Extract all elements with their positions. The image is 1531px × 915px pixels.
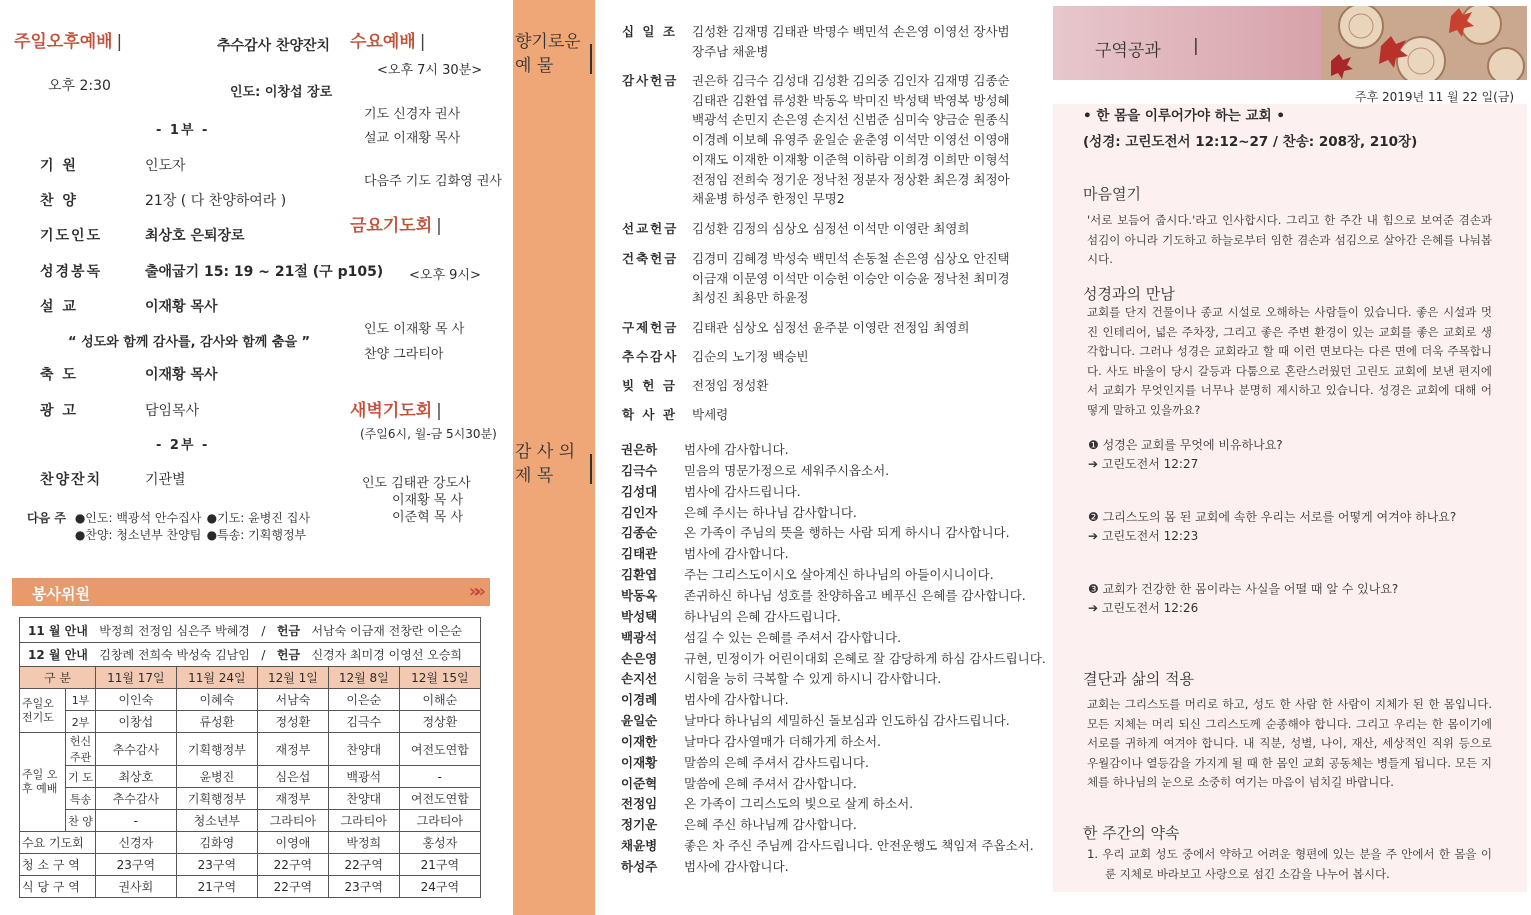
table-row	[20, 689, 481, 711]
table-cell: 23구역	[96, 854, 177, 876]
title-bar: |	[116, 32, 123, 52]
section-open-title: 마음열기	[1083, 185, 1141, 203]
table-header-cell: 구 분	[20, 667, 96, 689]
question-reference: ➔ 고린도전서 12:26	[1088, 601, 1199, 615]
offering-line: 채윤병 하성주 한정인 무명2	[692, 191, 845, 207]
order-value: 인도자	[145, 158, 186, 174]
thanks-name: 김성대	[621, 483, 658, 499]
thanks-name: 김인자	[621, 504, 658, 520]
nov-ushers: 박정희 전정임 심은주 박혜경	[99, 624, 250, 638]
table-cell: 청소년부	[176, 810, 257, 832]
dawn-leader3: 이준혁 목 사	[392, 510, 464, 525]
section-open-text: '서로 보듬어 줍시다.'라고 인사합시다. 그리고 한 주간 내 힘으로 보여준 겸손과 섬김이 아니라 기도하고 하늘로부터 임한 겸손과 섬김으로 살아간 은혜를 나눠봅시다.	[1087, 213, 1492, 266]
offering-names	[692, 347, 1022, 367]
wednesday-sermon: 설교 이재황 목사	[364, 131, 461, 146]
service-time: 오후 2:30	[48, 78, 111, 94]
offering-line: 김태관 김환엽 류성환 박동옥 박미진 박성택 박영복 방성혜	[692, 92, 1010, 108]
table-cell: 그라티아	[328, 810, 399, 832]
dec-guide	[19, 643, 481, 667]
table-row	[20, 876, 481, 898]
next-week-label: 다음 주	[27, 511, 66, 525]
table-group-cell: 수요 기도회	[20, 832, 96, 854]
thanks-text: 주는 그리스도이시오 살아계신 하나님의 아들이시니이다.	[684, 567, 994, 583]
table-row	[20, 788, 481, 810]
offering-line: 김태관 심상오 심정선 윤주분 이영란 전정임 최영희	[692, 320, 970, 335]
question-text: ❶ 성경은 교회를 무엇에 비유하나요?	[1088, 438, 1283, 452]
thanks-text: 시험을 능히 극복할 수 있게 하시니 감사합니다.	[684, 671, 942, 687]
question-reference: ➔ 고린도전서 12:23	[1088, 529, 1199, 543]
title-bar: |	[419, 32, 426, 52]
thanks-name: 이재황	[621, 754, 658, 770]
thanks-name: 백광석	[621, 629, 658, 645]
nov-sep: /	[261, 624, 266, 638]
double-arrow-icon: »»	[468, 581, 480, 602]
table-cell: 정상환	[399, 711, 480, 733]
table-cell: 류성환	[176, 711, 257, 733]
table-cell: 추수감사	[96, 788, 177, 810]
thanks-text: 범사에 감사합니다.	[684, 692, 789, 708]
thanks-name: 하성주	[621, 859, 658, 874]
thanks-text: 온 가족이 주님의 뜻을 행하는 사람 되게 하시니 감사합니다.	[684, 525, 1010, 541]
service-leader: 인도: 이창섭 장로	[230, 85, 333, 100]
dawn-time: (주일6시, 월-금 5시30분)	[360, 427, 497, 441]
table-header-row	[20, 667, 481, 689]
order-row	[40, 364, 218, 384]
table-group-cell: 식 당 구 역	[20, 876, 96, 898]
next-week-prayer: ●기도: 윤병진 집사	[206, 511, 310, 525]
strip-divider	[590, 454, 592, 484]
table-sub-cell: 1부	[66, 689, 96, 711]
section-promise-text: 1. 우리 교회 성도 중에서 약하고 어려운 형편에 있는 분을 주 안에서 한 몸을 이룬 지체로 바라보고 사랑으로 섬긴 소감을 나누어 봅시다.	[1087, 847, 1492, 881]
sunday-pm-title-text: 주일오후예배	[14, 32, 113, 52]
friday-title	[350, 211, 442, 236]
order-label: 찬양잔치	[40, 472, 103, 488]
table-group-cell: 주일 오후 예배	[20, 733, 66, 832]
friday-time: <오후 9시>	[409, 268, 481, 283]
table-header-cell: 12월 1일	[257, 667, 328, 689]
lesson-date: 주후 2019년 11 월 22 일(금)	[1355, 90, 1515, 104]
table-cell: 이창섭	[96, 711, 177, 733]
thanks-name: 윤일순	[621, 713, 658, 729]
question-text: ❷ 그리스도의 몸 된 교회에 속한 우리는 서로를 어떻게 여겨야 하나요?	[1088, 510, 1457, 524]
strip-top-line2: 예 물	[515, 56, 554, 76]
lesson-title: • 한 몸을 이루어가야 하는 교회 •	[1083, 108, 1285, 124]
thanks-text: 좋은 차 주신 주님께 감사드립니다. 안전운행도 책임져 주옵소서.	[684, 838, 1034, 854]
offering-line: 장주남 채윤병	[692, 43, 769, 59]
table-cell: 최상호	[96, 766, 177, 788]
table-cell: 이인숙	[96, 689, 177, 711]
order-row	[40, 190, 286, 210]
table-sub-cell: 2부	[66, 711, 96, 733]
offering-names	[692, 405, 1022, 425]
order-value: 이재황 목사	[145, 299, 218, 315]
offering-line: 박세령	[692, 407, 729, 422]
table-cell: 신경자	[96, 832, 177, 854]
order-label: 찬 양	[40, 193, 78, 209]
order-row	[40, 296, 218, 316]
table-row	[20, 766, 481, 788]
table-row	[20, 711, 481, 733]
nov-guide	[19, 617, 481, 643]
wednesday-title	[350, 27, 425, 52]
strip-bottom-line2: 제 목	[515, 466, 554, 486]
offering-names	[692, 22, 1022, 61]
wednesday-next: 다음주 기도 김화영 권사	[364, 174, 502, 189]
table-group-cell: 주일오전기도	[20, 689, 66, 733]
table-cell: 찬양대	[328, 733, 399, 766]
table-cell: 이해순	[399, 689, 480, 711]
table-sub-cell: 특송	[66, 788, 96, 810]
strip-divider	[590, 44, 592, 74]
order-row	[40, 400, 199, 420]
table-cell: 윤병진	[176, 766, 257, 788]
offering-label: 학 사 관	[622, 407, 677, 422]
thanks-strip-label	[515, 440, 575, 488]
thanks-text: 믿음의 명문가정으로 세워주시옵소서.	[684, 462, 890, 478]
thanks-text: 말씀에 은혜 주셔서 감사합니다.	[684, 775, 857, 791]
order-label: 축 도	[40, 367, 78, 383]
next-week-praise: ●찬양: 청소년부 찬양팀	[74, 528, 202, 542]
table-cell: 백광석	[328, 766, 399, 788]
offering-line: 권은하 김극수 김성대 김성환 김의중 김인자 김재명 김종순	[692, 73, 1010, 88]
section-bible-title: 성경과의 만남	[1083, 285, 1175, 303]
part2-label: - 2부 -	[156, 438, 210, 453]
table-cell: 재정부	[257, 733, 328, 766]
thanks-name: 박동옥	[621, 587, 658, 603]
offering-line: 김순의 노기정 백승빈	[692, 349, 809, 364]
thanks-text: 규현, 민정이가 어린이대회 은혜로 잘 감당하게 하심 감사드립니다.	[684, 650, 1046, 666]
offering-line: 전정임 정성환	[692, 378, 769, 393]
table-cell: -	[399, 766, 480, 788]
banner-title: 구역공과	[1095, 41, 1161, 61]
section-promise-title: 한 주간의 약속	[1083, 824, 1180, 842]
offering-label: 빚 헌 금	[622, 378, 677, 393]
order-value: 기관별	[145, 472, 186, 488]
table-cell: 그라티아	[399, 810, 480, 832]
thanks-name: 채윤병	[621, 838, 658, 854]
table-cell: 재정부	[257, 788, 328, 810]
nov-offering-label: 헌금	[276, 624, 300, 638]
offering-line: 이재도 이재한 이재황 이준혁 이하람 이희경 이희만 이형석	[692, 151, 1010, 167]
table-cell: 여전도연합	[399, 788, 480, 810]
order-label: 성경봉독	[40, 264, 103, 280]
service-committee-title: 봉사위원	[32, 585, 90, 603]
table-cell: 22구역	[328, 854, 399, 876]
table-sub-cell: 찬 양	[66, 810, 96, 832]
table-cell: 이혜숙	[176, 689, 257, 711]
thanks-name: 손지선	[621, 671, 658, 687]
table-cell: 박정희	[328, 832, 399, 854]
dawn-leader2: 이재황 목 사	[392, 493, 464, 508]
table-header-cell: 11월 17일	[96, 667, 177, 689]
offering-line: 전정임 전희숙 정기운 정낙천 정분자 정상환 최은경 최정아	[692, 171, 1010, 187]
thanks-text: 온 가족이 그리스도의 빛으로 살게 하소서.	[684, 796, 914, 812]
thanks-name: 전정임	[621, 796, 658, 812]
table-cell: 정성환	[257, 711, 328, 733]
thanks-name: 김환엽	[621, 567, 658, 583]
wednesday-title-text: 수요예배	[350, 32, 416, 52]
offering-names	[692, 318, 1022, 338]
table-cell: 기획행정부	[176, 733, 257, 766]
order-label: 광 고	[40, 403, 78, 419]
thanks-text: 하나님의 은혜 감사드립니다.	[684, 608, 841, 624]
table-cell: 22구역	[257, 854, 328, 876]
thanks-text: 범사에 감사합니다.	[684, 546, 789, 562]
event-title: 추수감사 찬양잔치	[217, 38, 331, 54]
dawn-title	[350, 396, 442, 421]
table-cell: 기획행정부	[176, 788, 257, 810]
order-row	[40, 469, 186, 489]
table-cell: 그라티아	[257, 810, 328, 832]
table-cell: 23구역	[176, 854, 257, 876]
thanks-text: 날마다 감사열매가 더해가게 하소서.	[684, 733, 882, 749]
order-value: 이재황 목사	[145, 367, 218, 383]
table-cell: 24구역	[399, 876, 480, 898]
thanks-text: 존귀하신 하나님 성호를 찬양하옵고 베푸신 은혜를 감사합니다.	[684, 587, 1026, 603]
friday-leader: 인도 이재황 목 사	[364, 322, 465, 337]
order-value: 담임목사	[145, 403, 200, 419]
dec-label: 12 월 안내	[28, 648, 88, 662]
wood-leaves-image	[1321, 6, 1527, 80]
offering-label: 감사헌금	[622, 73, 679, 88]
nov-label: 11 월 안내	[28, 624, 88, 638]
strip-bottom-line1: 감 사 의	[515, 442, 576, 462]
dec-sep: /	[261, 648, 266, 662]
table-cell: 서남숙	[257, 689, 328, 711]
scripture-ref: (성경: 고린도전서 12:12~27 / 찬송: 208장, 210장)	[1083, 134, 1418, 150]
service-schedule-table	[19, 666, 481, 898]
table-cell: 추수감사	[96, 733, 177, 766]
offering-label: 선교헌금	[622, 221, 679, 236]
next-week-leader: ●인도: 백광석 안수집사	[74, 511, 202, 525]
table-cell: 홍성자	[399, 832, 480, 854]
dawn-leader1: 인도 김태관 강도사	[362, 476, 471, 491]
thanks-text: 말씀의 은혜 주셔서 감사드립니다.	[684, 754, 869, 770]
order-label: 기 원	[40, 158, 78, 174]
offering-line: 이금재 이문영 이석만 이승헌 이승안 이승윤 정낙천 최미경	[692, 270, 1010, 286]
service-committee-header	[12, 578, 490, 606]
offering-label: 건축헌금	[622, 251, 679, 266]
order-row	[40, 225, 245, 245]
order-value: 21장 ( 다 찬양하여라 )	[145, 193, 287, 209]
thanks-name: 박성택	[621, 608, 658, 624]
thanks-name: 권은하	[621, 442, 658, 457]
offering-strip-label	[515, 30, 581, 78]
table-cell: 21구역	[399, 854, 480, 876]
table-header-cell: 11월 24일	[176, 667, 257, 689]
question-reference: ➔ 고린도전서 12:27	[1088, 457, 1199, 471]
next-week-special: ●특송: 기획행정부	[206, 528, 307, 542]
table-row	[20, 832, 481, 854]
thanks-text: 범사에 감사합니다.	[684, 859, 789, 874]
dawn-title-text: 새벽기도회	[350, 401, 433, 421]
table-cell: 여전도연합	[399, 733, 480, 766]
title-bar: |	[436, 216, 442, 236]
next-week	[27, 509, 310, 543]
table-cell: 찬양대	[328, 788, 399, 810]
sunday-pm-title	[14, 27, 122, 52]
table-cell: 이은순	[328, 689, 399, 711]
thanks-text: 은혜 주신 하나님께 감사합니다.	[684, 817, 857, 833]
thanks-name: 이경례	[621, 692, 658, 708]
thanks-name: 김극수	[621, 462, 658, 478]
banner-bar: |	[1193, 36, 1199, 56]
table-header-cell: 12월 8일	[328, 667, 399, 689]
thanks-text: 범사에 감사합니다.	[684, 442, 789, 457]
order-row	[40, 155, 186, 175]
order-label: 설 교	[40, 299, 78, 315]
dec-offering-label: 헌금	[276, 648, 300, 662]
table-row	[20, 733, 481, 766]
offering-label: 구제헌금	[622, 320, 679, 335]
section-bible-text: 교회를 단지 건물이나 종교 시설로 오해하는 사람들이 있습니다. 좋은 시설과 멋진 인테리어, 넓은 주차장, 그리고 좋은 주변 환경이 있는 교회를 좋은 교회로 생각합니다. 그러나 성경은 교회라고 할 때 이런 면보다는 다른 면에 더욱 주목합니다. 사도 바울이 당시 갈등과 다툼으로 혼란스러웠던 고린도 교회에 보낸 편지에서 교회가 무엇인지를 너무나 분명히 제시하고 있습니다. 성경은 교회에 대해 어떻게 말하고 있을까요?	[1087, 305, 1492, 417]
table-cell: 21구역	[176, 876, 257, 898]
table-cell: 김극수	[328, 711, 399, 733]
offering-line: 김경미 김혜경 박성숙 백민석 손동철 손은영 심상오 안진택	[692, 251, 1010, 266]
table-cell: 심은섭	[257, 766, 328, 788]
strip-top-line1: 향기로운	[515, 32, 581, 52]
dec-offering: 신경자 최미경 이영선 오승희	[311, 648, 463, 662]
title-bar: |	[436, 401, 442, 421]
table-row	[20, 854, 481, 876]
offering-line: 백광석 손민지 손은영 손지선 신범준 심미숙 양금순 원종식	[692, 112, 1010, 128]
offering-label: 추수감사	[622, 349, 679, 364]
thanks-name: 이준혁	[621, 775, 658, 791]
thanks-name: 김태관	[621, 546, 658, 562]
friday-praise: 찬양 그라티아	[364, 347, 444, 362]
offering-line: 최성진 최용만 하윤정	[692, 290, 809, 306]
table-header-cell: 12월 15일	[399, 667, 480, 689]
section-apply-text: 교회는 그리스도를 머리로 하고, 성도 한 사람 한 사람이 지체가 된 한 몸입니다. 모든 지체는 머리 되신 그리스도께 순종해야 합니다. 그리고 우리는 한 몸이기에 서로를 귀하게 여겨야 합니다. 내 직분, 성별, 나이, 재산, 세상적인 직위 등으로 우월감이나 열등감을 가지게 될 때 한 몸인 교회 공동체는 병들게 됩니다. 모든 지체를 하나님의 눈으로 소중히 여기는 마음이 넘치길 바랍니다.	[1087, 697, 1492, 789]
offering-names	[692, 376, 1022, 396]
table-cell: -	[96, 810, 177, 832]
part1-label: - 1부 -	[156, 123, 210, 138]
order-row	[40, 261, 383, 281]
thanks-name: 정기운	[621, 817, 658, 833]
order-value: 최상호 은퇴장로	[145, 228, 245, 244]
offering-label: 십 일 조	[622, 24, 677, 39]
nov-offering: 서남숙 이금재 전창란 이은순	[311, 624, 463, 638]
order-label: 기도인도	[40, 228, 103, 244]
table-cell: 김화영	[176, 832, 257, 854]
thanks-text: 날마다 하나님의 세밀하신 돌보심과 인도하심 감사드립니다.	[684, 713, 1010, 729]
table-cell: 권사회	[96, 876, 177, 898]
table-sub-cell: 헌신주관	[66, 733, 96, 766]
thanks-text: 범사에 감사드립니다.	[684, 483, 801, 499]
offering-line: 김성환 김정의 심상오 심정선 이석만 이영란 최영희	[692, 221, 970, 236]
lesson-banner	[1053, 6, 1527, 80]
table-row	[20, 810, 481, 832]
table-cell: 이영애	[257, 832, 328, 854]
order-value: 출애굽기 15: 19 ~ 21절 (구 p105)	[145, 264, 384, 280]
friday-title-text: 금요기도회	[350, 216, 433, 236]
offering-names	[692, 249, 1022, 308]
sermon-title: “ 성도와 함께 감사를, 감사와 함께 춤을 ”	[68, 335, 311, 350]
thanks-text: 섬길 수 있는 은혜를 주셔서 감사합니다.	[684, 629, 902, 645]
table-cell: 23구역	[328, 876, 399, 898]
table-group-cell: 청 소 구 역	[20, 854, 96, 876]
section-apply-title: 결단과 삶의 적용	[1083, 670, 1194, 688]
thanks-text: 은혜 주시는 하나님 감사합니다.	[684, 504, 857, 520]
wednesday-prayer: 기도 신경자 권사	[364, 107, 461, 122]
offering-line: 이경례 이보혜 유영주 윤일순 윤춘영 이석만 이영선 이영애	[692, 132, 1010, 148]
thanks-name: 이재한	[621, 733, 658, 749]
wednesday-time: <오후 7시 30분>	[377, 63, 483, 78]
thanks-name: 김종순	[621, 525, 658, 541]
thanks-name: 손은영	[621, 650, 658, 666]
offering-names	[692, 71, 1022, 209]
dec-ushers: 김창례 전희숙 박성숙 김남임	[99, 648, 250, 662]
table-sub-cell: 기 도	[66, 766, 96, 788]
offering-names	[692, 219, 1022, 239]
offering-line: 김성환 김재명 김태관 박명수 백민석 손은영 이영선 장사범	[692, 24, 1010, 39]
table-cell: 22구역	[257, 876, 328, 898]
question-text: ❸ 교회가 건강한 한 몸이라는 사실을 어떨 때 알 수 있나요?	[1088, 582, 1399, 596]
